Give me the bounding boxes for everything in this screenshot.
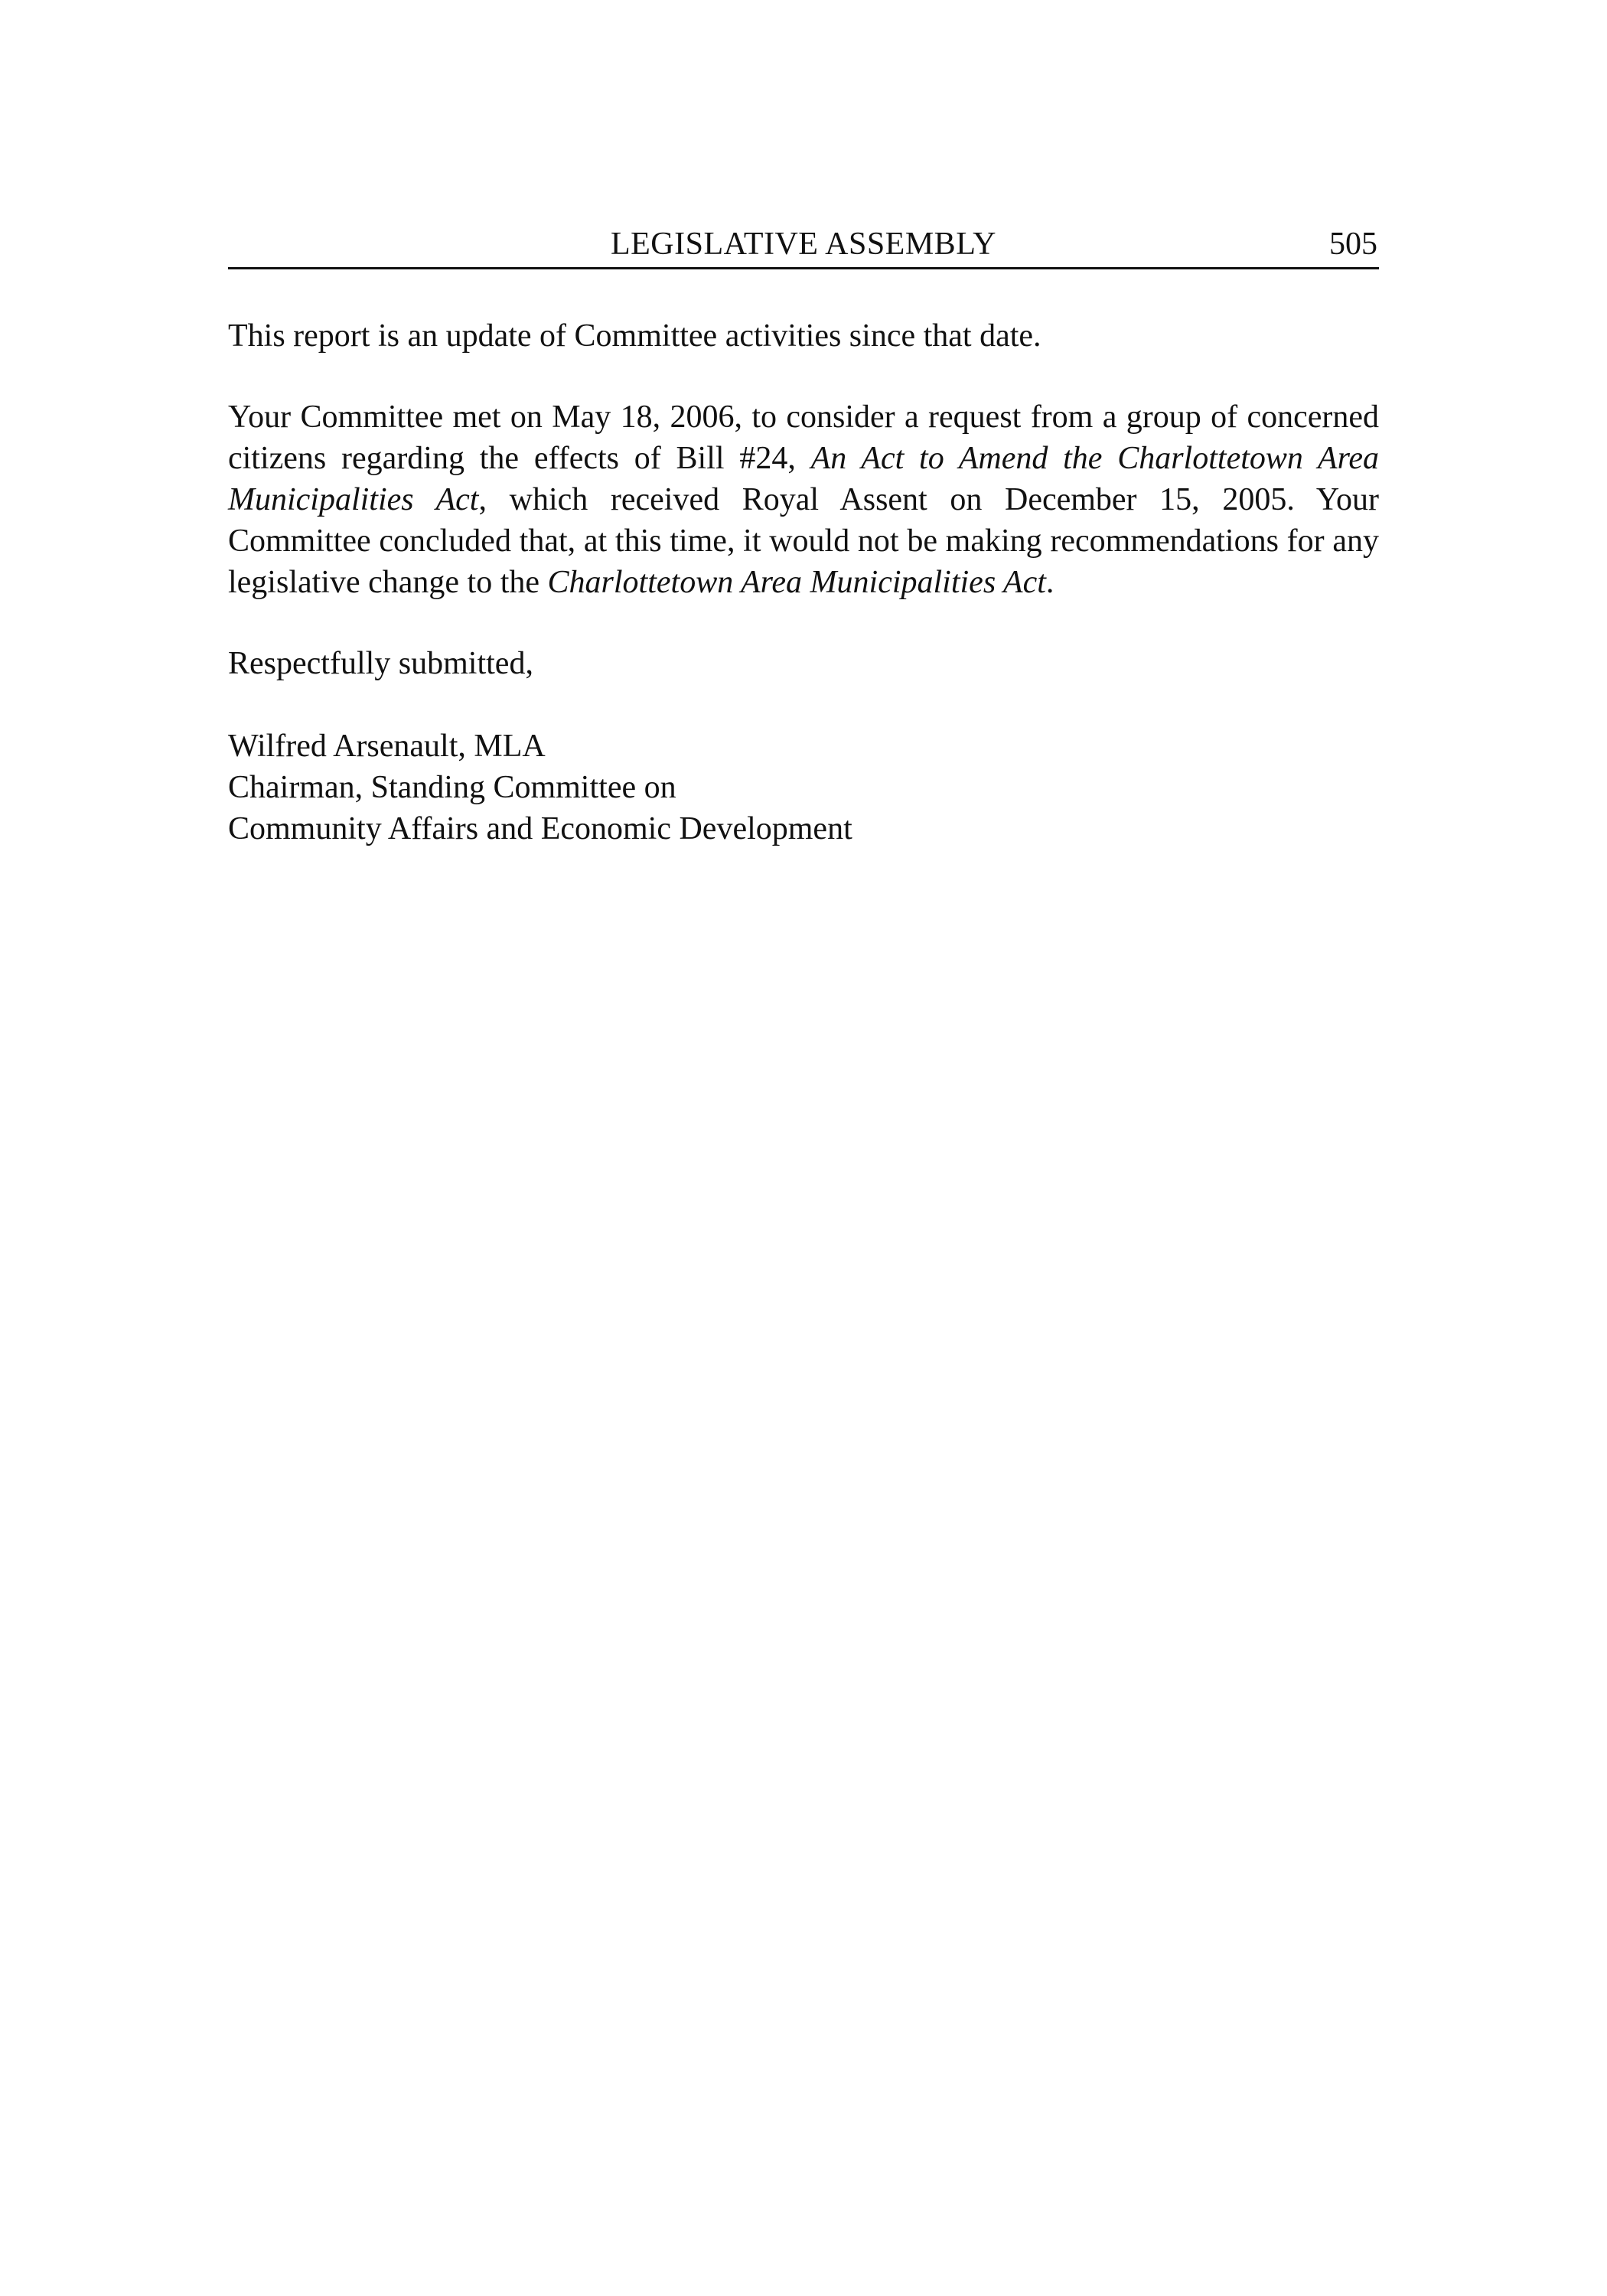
paragraph-text-part1: Your Committee met on May 18, 2006, to consider a request from a group of concerned citizens regarding the effects of Bill #24, (228, 400, 1379, 476)
committee-name: Community Affairs and Economic Development (228, 811, 852, 846)
intro-paragraph: This report is an update of Committee activities since that date. (228, 318, 1041, 354)
act-title-italic: An Act to Amend the Charlottetown Area Municipalities Act (228, 441, 1379, 517)
committee-report-paragraph (228, 396, 1379, 603)
paragraph-text-part3: . (1045, 565, 1054, 600)
header-title: LEGISLATIVE ASSEMBLY (611, 227, 996, 262)
signatory-role: Chairman, Standing Committee on (228, 770, 676, 805)
closing-line: Respectfully submitted, (228, 646, 533, 681)
page-number: 505 (1329, 227, 1377, 262)
signature-block (228, 726, 1379, 850)
page-header (228, 227, 1379, 269)
document-body (228, 315, 1379, 850)
act-name-italic: Charlottetown Area Municipalities Act (547, 565, 1046, 600)
paragraph-text-part2: , which received Royal Assent on December 15, 2005. Your Committee concluded that, at this time, it would not be making recommendations for any legislative change to the (228, 482, 1380, 600)
signatory-name: Wilfred Arsenault, MLA (228, 729, 546, 764)
